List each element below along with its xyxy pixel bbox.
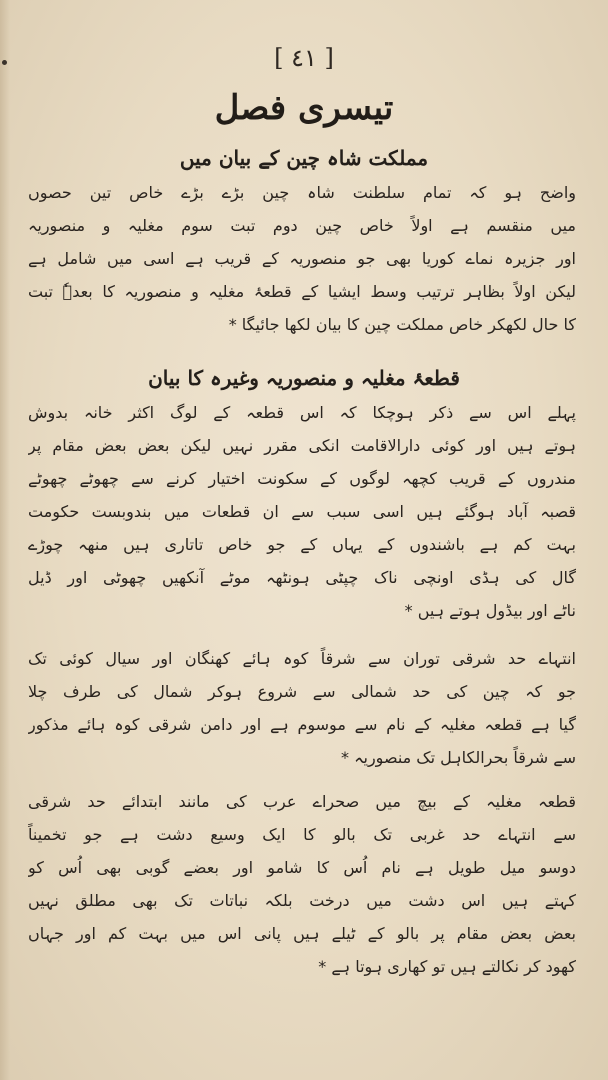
text-line: کھود کر نکالتے ہیں تو کھاری ہوتا ہے * [318, 957, 576, 976]
paragraph-1 [28, 176, 576, 341]
text-line: سے انتہاے حد غربی تک بالو کا ایک وسیع دشت ہے جو تخمیناً [28, 825, 576, 844]
section-heading: مملکت شاہ چین کے بیان میں [179, 146, 429, 170]
text-line: اور جزیرہ نماے کوریا بھی جو منصوریہ کے قریب ہے اسی میں شامل ہے [28, 249, 576, 268]
text-line: انتہاے حد شرقی توران سے شرقاً کوہ ہائے کھنگان اور سیال کوئی تک [28, 649, 576, 668]
text-line: پہلے اس سے ذکر ہوچکا کہ اس قطعہ کے لوگ اکثر خانہ بدوش [28, 403, 576, 422]
text-line: جو کہ چین کی حد شمالی سے شروع ہوکر شمال کی طرف چلا [28, 682, 576, 701]
text-line: ہوتے ہیں اور کوئی دارالاقامت انکی مقرر نہیں لیکن بعض بعض مقام پر [28, 436, 576, 455]
text-line: گیا ہے قطعہ مغلیہ کے نام سے موسوم ہے اور دامن شرقی کوہ ہائے مذکور [28, 715, 576, 734]
text-line: بہت کم ہے باشندوں کے یہاں کے جو خاص تاتاری ہیں منھہ چوڑے [28, 535, 576, 554]
subsection-heading: قطعۂ مغلیہ و منصوریہ وغیرہ کا بیان [148, 366, 460, 390]
chapter-title: تیسری فصل [214, 88, 394, 128]
paragraph-3 [28, 642, 576, 774]
text-line: کہتے ہیں اس دشت میں درخت بلکہ نباتات تک بھی مطلق نہیں [28, 891, 576, 910]
text-line: سے شرقاً بحرالکاہل تک منصوریہ * [341, 748, 576, 767]
text-line: کا حال لکھکر خاص مملکت چین کا بیان لکھا جائیگا * [228, 315, 576, 334]
text-line: بعض بعض مقام پر بالو کے ٹیلے ہیں پانی اس میں بہت کم اور جہاں [28, 924, 576, 943]
text-line: لیکن اولاً بظاہر ترتیب وسط ایشیا کے قطعۂ مغلیہ و منصوریہ کا بعدہٗ تبت [28, 282, 576, 301]
text-line: گال کی ہڈی اونچی ناک چپٹی ہونٹھہ موٹے آنکھیں چھوٹی اور ڈیل [28, 568, 576, 587]
text-line: قصبہ آباد ہوگئے ہیں اسی سبب سے ان قطعات میں بندوبست حکومت [28, 502, 576, 521]
text-line: مندروں کے قریب کچھہ لوگوں کے سکونت اختیار کرنے سے چھوٹے چھوٹے [28, 469, 576, 488]
text-line: واضح ہو کہ تمام سلطنت شاہ چین بڑے بڑے خاص تین حصوں [28, 183, 576, 202]
page-number: [ ٤١ ] [274, 44, 334, 72]
text-line: میں منقسم ہے اولاً خاص چین دوم تبت سوم مغلیہ و منصوریہ [28, 216, 576, 235]
text-line: ناٹے اور بیڈول ہوتے ہیں * [404, 601, 576, 620]
paragraph-2 [28, 396, 576, 627]
text-line: قطعہ مغلیہ کے بیچ میں صحراے عرب کی مانند ابتدائے حد شرقی [28, 792, 576, 811]
paragraph-4 [28, 785, 576, 983]
text-line: دوسو میل طویل ہے نام اُس کا شامو اور بعضے گوبی بھی اُس کو [28, 858, 576, 877]
